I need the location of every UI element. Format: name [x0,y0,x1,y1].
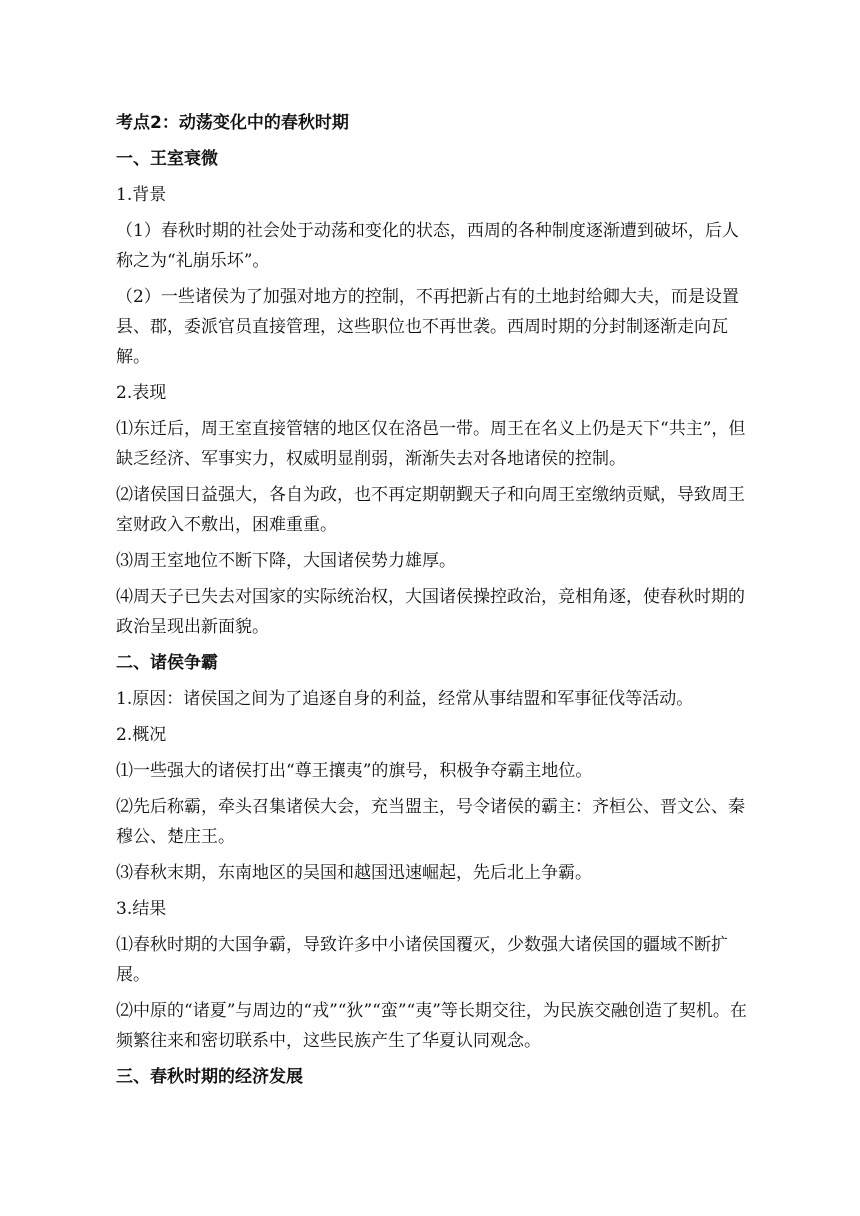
manifestation-item-2: ⑵诸侯国日益强大，各自为政，也不再定期朝觐天子和向周王室缴纳贡赋，导致周王室财政入不敷出，困难重重。 [116,485,745,535]
overview-item-3: ⑶春秋末期，东南地区的吴国和越国迅速崛起，先后北上争霸。 [116,863,592,883]
background-item-2: （2）一些诸侯为了加强对地方的控制，不再把新占有的土地封给卿大夫，而是设置县、郡，委派官员直接管理，这些职位也不再世袭。西周时期的分封制逐渐走向瓦解。 [116,287,739,367]
manifestation-item-4: ⑷周天子已失去对国家的实际统治权，大国诸侯操控政治，竞相角逐，使春秋时期的政治呈现出新面貌。 [116,587,745,637]
section1-heading: 一、王室衰微 [116,149,218,169]
section3-heading: 三、春秋时期的经济发展 [116,1067,303,1087]
overview-item-2: ⑵先后称霸，牵头召集诸侯大会，充当盟主，号令诸侯的霸主：齐桓公、晋文公、秦穆公、楚庄王。 [116,797,745,847]
manifestation-item-1: ⑴东迁后，周王室直接管辖的地区仅在洛邑一带。周王在名义上仍是天下“共主”，但缺乏经济、军事实力，权威明显削弱，渐渐失去对各地诸侯的控制。 [116,419,746,469]
doc-title: 考点2：动荡变化中的春秋时期 [116,113,349,133]
manifestation-label: 2.表现 [116,383,167,403]
manifestation-item-3: ⑶周王室地位不断下降，大国诸侯势力雄厚。 [116,551,456,571]
cause-line: 1.原因：诸侯国之间为了追逐自身的利益，经常从事结盟和军事征伐等活动。 [116,689,694,709]
background-item-1: （1）春秋时期的社会处于动荡和变化的状态，西周的各种制度逐渐遭到破坏，后人称之为“礼崩乐坏”。 [116,221,739,271]
background-label: 1.背景 [116,185,167,205]
result-label: 3.结果 [116,899,167,919]
section2-heading: 二、诸侯争霸 [116,653,218,673]
result-item-1: ⑴春秋时期的大国争霸，导致许多中小诸侯国覆灭，少数强大诸侯国的疆域不断扩展。 [116,935,728,985]
result-item-2: ⑵中原的“诸夏”与周边的“戎”“狄”“蛮”“夷”等长期交往，为民族交融创造了契机。在频繁往来和密切联系中，这些民族产生了华夏认同观念。 [116,1001,747,1051]
overview-item-1: ⑴一些强大的诸侯打出“尊王攘夷”的旗号，积极争夺霸主地位。 [116,761,593,781]
overview-label: 2.概况 [116,725,167,745]
